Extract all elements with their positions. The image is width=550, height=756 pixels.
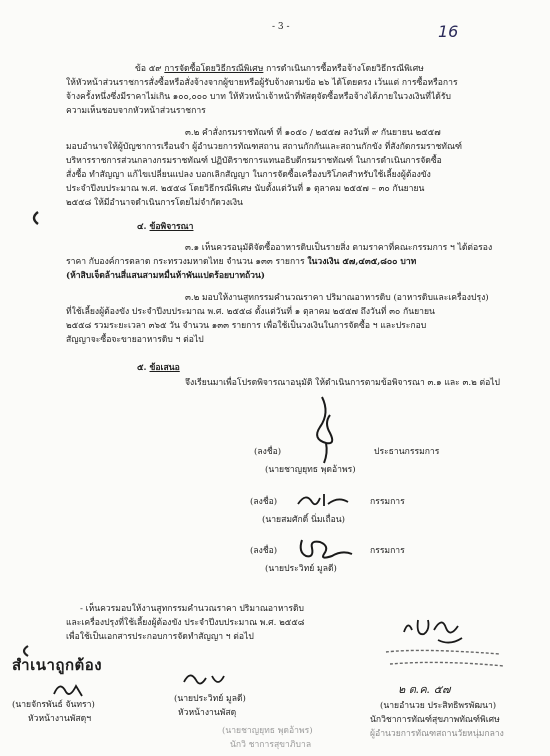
signature-1-name: (นายชาญยุทธ พุดอ้าพร) (265, 465, 356, 475)
signature-1-label: (ลงชื่อ) (254, 447, 282, 457)
signature-3-icon (296, 534, 358, 562)
clause-59-line-2: ให้หัวหน้าส่วนราชการสั่งซื้อหรือสั่งจ้างจากผู้ขายหรือผู้รับจ้างตามข้อ ๒๖ ได้โดยตรง เว้นแต่ การซื้อหรือการ (66, 78, 458, 88)
margin-mark-icon (28, 210, 42, 226)
footer-left-signature-icon (50, 676, 90, 700)
approval-line-2: และเครื่องปรุงที่ใช้เลี้ยงผู้ต้องขัง ประจำปีงบประมาณ พ.ศ. ๒๕๕๘ (66, 618, 305, 628)
clause-59-title: การจัดซื้อโดยวิธีกรณีพิเศษ (164, 64, 264, 74)
clause-59-line-4: ความเห็นชอบจากหัวหน้าส่วนราชการ (66, 106, 206, 116)
signature-2-label: (ลงชื่อ) (250, 497, 278, 507)
signature-3-label: (ลงชื่อ) (250, 546, 278, 556)
item-4-1-line-1: ๓.๑ เห็นควรอนุมัติจัดซื้ออาหารดิบเป็นรายสิ่ง ตามราคาที่คณะกรรมการ ฯ ได้ต่อรอง (185, 243, 493, 253)
signature-2-name: (นายสมศักดิ์ นิ่มเถื่อน) (262, 515, 346, 525)
footer-right-date: ๒ ต.ค. ๕๗ (398, 683, 451, 696)
clause-59-line-3: จ้างครั้งหนึ่งซึ่งมีราคาไม่เกิน ๑๐๐,๐๐๐ บาท ให้หัวหน้าเจ้าหน้าที่พัสดุจัดซื้อหรือจ้างได้ภายในวงเงินที่ได้รับ (66, 92, 451, 102)
footer-right-role-1: นักวิชาการทัณฑ์สุขภาพทัณฑ์พิเศษ (370, 715, 500, 725)
clause-59-line (135, 64, 424, 75)
footer-left-name: (นายจักรพันธ์ จันทรา) (12, 700, 95, 710)
footer-right-name: (นายอำนวย ประสิทธิพรพัฒนา) (380, 701, 497, 711)
footer-mid-faded-role: นักวิ ชาการสุขาภิบาล (230, 740, 312, 750)
clause-59-rest: การดำเนินการซื้อหรือจ้างโดยวิธีกรณีพิเศษ (263, 64, 424, 74)
item-4-1-budget: ในวงเงิน ๕๗,๔๓๕,๘๐๐ บาท (307, 257, 417, 267)
proposal-line: จึงเรียนมาเพื่อโปรดพิจารณาอนุมัติ ให้ดำเนินการตามข้อพิจารณา ๓.๑ และ ๓.๒ ต่อไป (185, 378, 501, 388)
section-5-title: ข้อเสนอ (149, 363, 180, 373)
item-4-2-line-3: ๒๕๕๘ รวมระยะเวลา ๓๖๕ วัน จำนวน ๑๓๓ รายการ เพื่อใช้เป็นวงเงินในการจัดซื้อ ฯ และประกอบ (66, 321, 427, 331)
signature-1-icon (300, 393, 350, 465)
item-3-2-line-2: มอบอำนาจให้ผู้บัญชาการเรือนจำ ผู้อำนวยการทัณฑสถาน สถานกักกันและสถานกักขัง ที่สังกัดกรมราชทัณฑ์ (66, 142, 463, 152)
item-3-2-line-5: ประจำปีงบประมาณ พ.ศ. ๒๕๕๘ โดยวิธีกรณีพิเศษ นับตั้งแต่วันที่ ๑ ตุลาคม ๒๕๕๗ – ๓๐ กันยายน (66, 184, 425, 194)
signature-3-role: กรรมการ (370, 546, 405, 556)
approval-line-3: เพื่อใช้เป็นเอกสารประกอบการจัดทำสัญญา ฯ ต่อไป (66, 632, 254, 642)
item-4-2-line-4: สัญญาจะซื้อจะขายอาหารดิบ ฯ ต่อไป (66, 335, 204, 345)
page-number: - 3 - (272, 22, 290, 32)
item-3-2-line-1: ๓.๒ คำสั่งกรมราชทัณฑ์ ที่ ๑๐๕๐ / ๒๕๕๗ ลงวันที่ ๙ กันยายน ๒๕๕๗ (185, 128, 441, 138)
footer-mid-name: (นายประวิทย์ มูลดี) (174, 694, 246, 704)
clause-59-prefix: ข้อ ๕๙ (135, 64, 165, 74)
approval-line-1: - เห็นควรมอบให้งานสูทกรรมคำนวณราคา ปริมาณอาหารดิบ (80, 604, 305, 614)
section-4-heading (137, 222, 193, 233)
section-4-number: ๔. (137, 222, 150, 232)
handwritten-page-number: 16 (438, 22, 459, 41)
section-5-heading (137, 363, 180, 374)
footer-mid-signature-icon (178, 668, 228, 692)
footer-mid-faded-name: (นายชาญยุทธ พุดอ้าพร) (222, 726, 313, 736)
section-5-number: ๕. (137, 363, 150, 373)
item-4-2-line-2: ที่ใช้เลี้ยงผู้ต้องขัง ประจำปีงบประมาณ พ.ศ. ๒๕๕๘ ตั้งแต่วันที่ ๑ ตุลาคม ๒๕๕๗ ถึงวันที่ ๓๐ กันยายน (66, 307, 435, 317)
signature-1-role: ประธานกรรมการ (374, 447, 440, 457)
item-3-2-line-3: บริหารราชการส่วนกลางกรมราชทัณฑ์ ปฏิบัติราชการแทนอธิบดีกรมราชทัณฑ์ ในการดำเนินการจัดซื้อ (66, 156, 442, 166)
item-3-2-line-4: สั่งซื้อ ทำสัญญา แก้ไขเปลี่ยนแปลง บอกเลิกสัญญา ในการจัดซื้อเครื่องบริโภคสำหรับใช้เลี้ยงผู้ต้องขัง (66, 170, 431, 180)
stamp-lines-icon (380, 644, 510, 674)
signature-3-name: (นายประวิทย์ มูลดี) (265, 564, 337, 574)
footer-right-role-2: ผู้อำนวยการทัณฑสถานวัยหนุ่มกลาง (370, 729, 504, 739)
item-4-1-line-2-text: ราคา กับองค์การตลาด กระทรวงมหาดไทย จำนวน ๑๓๓ รายการ (66, 257, 308, 267)
approval-handwriting-icon (398, 612, 468, 648)
section-4-title: ข้อพิจารณา (149, 222, 194, 232)
signature-2-icon (294, 488, 354, 512)
footer-left-role: หัวหน้างานพัสดุฯ (28, 714, 92, 724)
signature-2-role: กรรมการ (370, 497, 405, 507)
certified-copy-stamp: สำเนาถูกต้อง (12, 656, 103, 674)
item-4-2-line-1: ๓.๒ มอบให้งานสูทกรรมคำนวณราคา ปริมาณอาหารดิบ (อาหารดิบและเครื่องปรุง) (185, 293, 489, 303)
footer-mid-role: หัวหน้างานพัสดุ (178, 708, 237, 718)
item-3-2-line-6: ๒๕๕๘ ให้มีอำนาจดำเนินการโดยไม่จำกัดวงเงิน (66, 198, 243, 208)
item-4-1-budget-words: (ห้าสิบเจ็ดล้านสี่แสนสามหมื่นห้าพันแปดร้อยบาทถ้วน) (66, 271, 265, 281)
item-4-1-line-2 (66, 257, 416, 268)
